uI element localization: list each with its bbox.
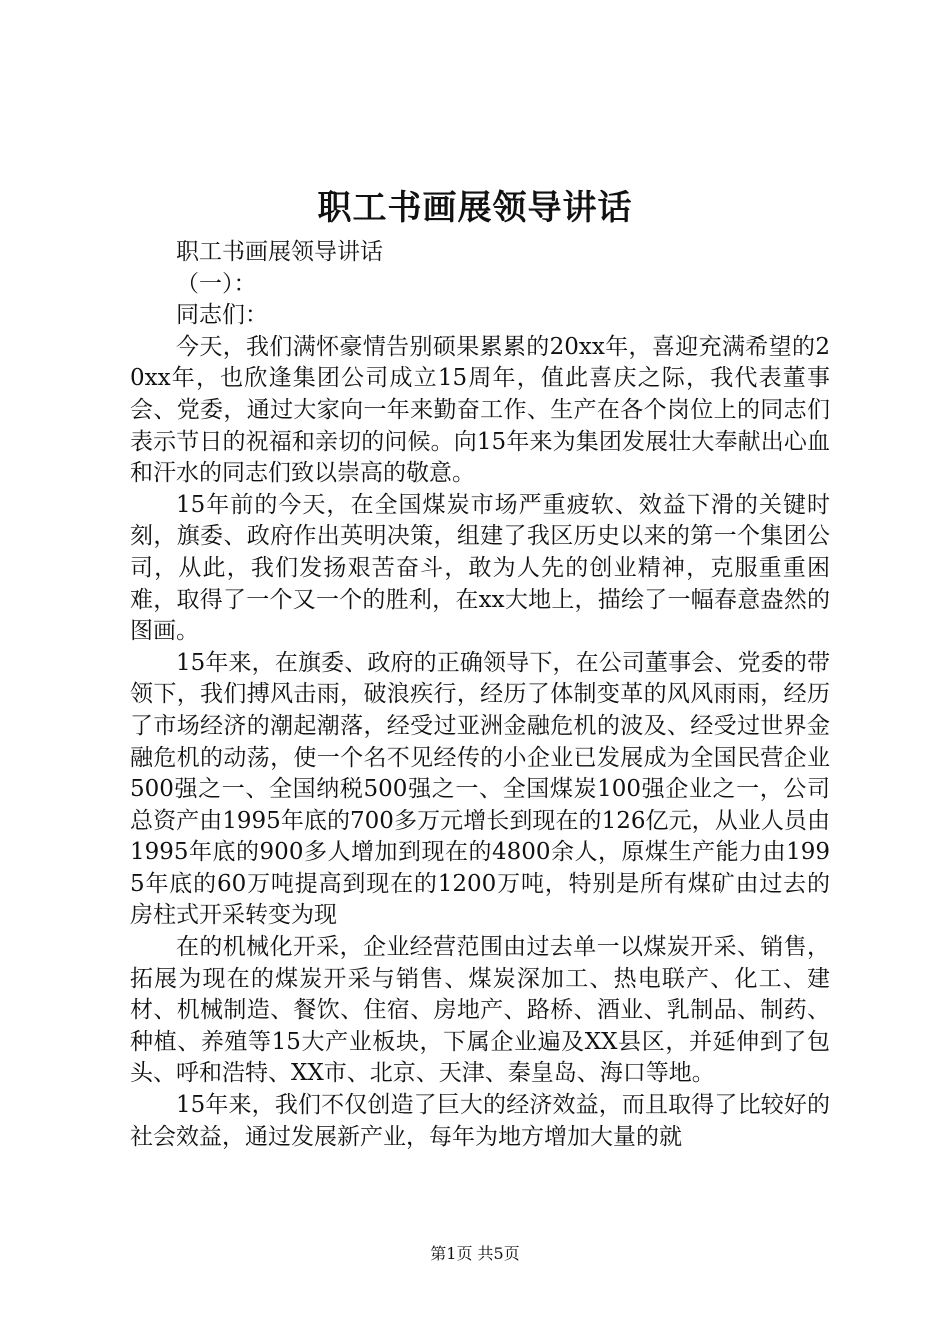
paragraph-greeting: 今天，我们满怀豪情告别硕果累累的20xx年，喜迎充满希望的20xx年，也欣逢集团公司成立15周年，值此喜庆之际，我代表董事会、党委，通过大家向一年来勤奋工作、生产在各个岗位上的同志们表示节日的祝福和亲切的问候。向15年来为集团发展壮大奉献出心血和汗水的同志们致以崇高的敬意。 [130, 333, 830, 487]
paragraph-business-scope: 在的机械化开采，企业经营范围由过去单一以煤炭开采、销售，拓展为现在的煤炭开采与销售、煤炭深加工、热电联产、化工、建材、机械制造、餐饮、住宿、房地产、路桥、酒业、乳制品、制药、种植、养殖等15大产业板块，下属企业遍及XX县区，并延伸到了包头、呼和浩特、XX市、北京、天津、秦皇岛、海口等地。 [130, 934, 830, 1087]
paragraph-salutation: 同志们： [176, 302, 268, 329]
page-number-footer: 第1页 共5页 [430, 1244, 520, 1263]
paragraph-achievements: 15年来，在旗委、政府的正确领导下，在公司董事会、党委的带领下，我们搏风击雨，破浪疾行，经历了体制变革的风风雨雨，经历了市场经济的潮起潮落，经受过亚洲金融危机的波及、经受过世界金融危机的动荡，使一个名不见经传的小企业已发展成为全国民营企业500强之一、全国纳税500强之一、全国煤炭100强企业之一，公司总资产由1995年底的700多万元增长到现在的126亿元，从业人员由1995年底的900多人增加到现在的4800余人，原煤生产能力由1995年底的60万吨提高到现在的1200万吨，特别是所有煤矿由过去的房柱式开采转变为现 [130, 649, 830, 929]
paragraph-subtitle: 职工书画展领导讲话 [176, 239, 383, 265]
paragraph-section-marker: （一）： [176, 270, 257, 297]
document-body [130, 237, 830, 1153]
document-title: 职工书画展领导讲话 [317, 188, 633, 228]
paragraph-social-benefits: 15年来，我们不仅创造了巨大的经济效益，而且取得了比较好的社会效益，通过发展新产业，每年为地方增加大量的就 [130, 1092, 830, 1150]
paragraph-history: 15年前的今天，在全国煤炭市场严重疲软、效益下滑的关键时刻，旗委、政府作出英明决策，组建了我区历史以来的第一个集团公司，从此，我们发扬艰苦奋斗，敢为人先的创业精神，克服重重困难，取得了一个又一个的胜利，在xx大地上，描绘了一幅春意盎然的图画。 [130, 491, 830, 645]
